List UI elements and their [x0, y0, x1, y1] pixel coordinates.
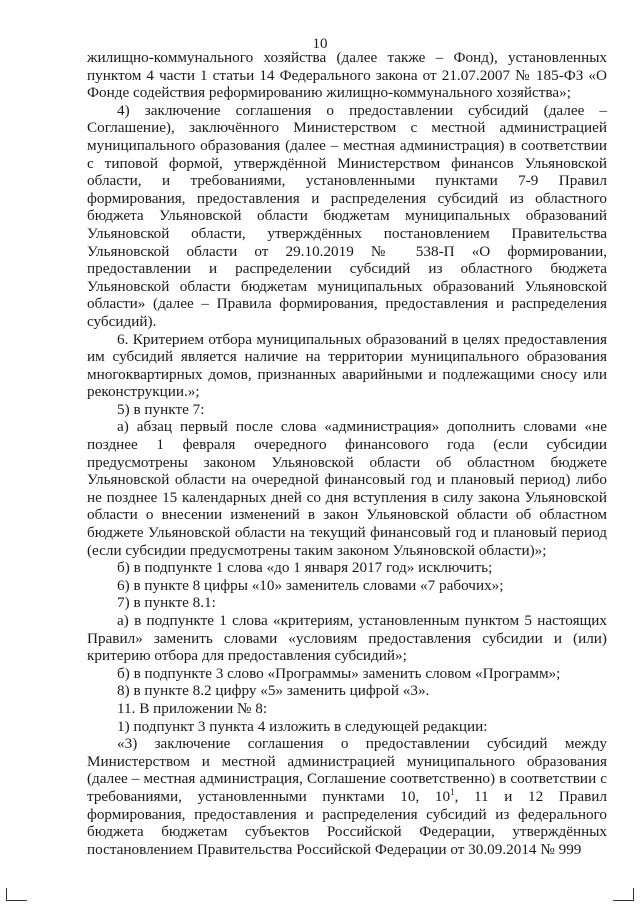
paragraph-fund-continuation: жилищно-коммунального хозяйства (далее также – Фонд), установленных пунктом 4 части 1 статьи 14 Федерального закона от 21.07.2007 № 185-ФЗ «О Фонде содействия реформированию жилищно-коммунального хозяйства»; [87, 49, 607, 102]
paragraph-item-6: 6) в пункте 8 цифры «10» заменитель словами «7 рабочих»; [117, 576, 504, 594]
paragraph-item-8: 8) в пункте 8.2 цифру «5» заменить цифрой «3». [117, 682, 430, 700]
paragraph-section-11: 11. В приложении № 8: [117, 699, 268, 717]
paragraph-item-5a: а) абзац первый после слова «администрация» дополнить словами «не позднее 1 февраля очередного финансового года (если субсидии предусмотрены законом Ульяновской области об областном бюджете Ульяновской области на очередной финансовый год и плановый период) либо не позднее 15 календарных дней со дня вступления в силу закона Ульяновской области о внесении изменений в закон Ульяновской области об областном бюджете Ульяновской области на текущий финансовый год и плановый период (если субсидии предусмотрены таким законом Ульяновской области)»; [87, 418, 607, 559]
superscript-one: 1 [450, 786, 455, 797]
paragraph-section-11-1: 1) подпункт 3 пункта 4 изложить в следующей редакции: [117, 717, 488, 735]
paragraph-subitem-3-new [87, 735, 607, 858]
page-number: 10 [312, 36, 328, 52]
scan-crop-mark-left [6, 888, 27, 901]
paragraph-item-5: 5) в пункте 7: [117, 400, 205, 418]
subitem-3-text-a: «3) заключение соглашения о предоставлении субсидий между Министерством и местной администрацией муниципального образования (далее – местная администрация, Соглашение соответственно) в соответствии с требованиями, установленными пунктами 10, 10 [87, 735, 607, 805]
paragraph-criterion-6: 6. Критерием отбора муниципальных образований в целях предоставления им субсидий является наличие на территории муниципального образования многоквартирных домов, признанных аварийными и подлежащими сносу или реконструкции.»; [87, 330, 607, 401]
paragraph-item-4-agreement: 4) заключение соглашения о предоставлении субсидий (далее – Соглашение), заключённого Министерством с местной администрацией муниципального образования (далее – местная администрация) в соответствии с типовой формой, утверждённой Министерством финансов Ульяновской области, и требованиями, установленными пунктами 7-9 Правил формирования, предоставления и распределения субсидий из областного бюджета Ульяновской области бюджетам муниципальных образований Ульяновской области, утверждённых постановлением Правительства Ульяновской области от 29.10.2019 № 538-П «О формировании, предоставлении и распределении субсидий из областного бюджета Ульяновской области бюджетам муниципальных образований Ульяновской области» (далее – Правила формирования, предоставления и распределения субсидий). [87, 101, 607, 330]
document-body [87, 49, 607, 858]
paragraph-item-5b: б) в подпункте 1 слова «до 1 января 2017 год» исключить; [117, 559, 493, 577]
paragraph-item-7a: а) в подпункте 1 слова «критериям, установленным пунктом 5 настоящих Правил» заменить словами «условиям предоставления субсидии и (или) критерию отбора для предоставления субсидий»; [87, 612, 607, 665]
paragraph-item-7: 7) в пункте 8.1: [117, 594, 216, 612]
scan-crop-mark-right [613, 888, 634, 901]
subitem-3-text-b: , 11 и 12 Правил формирования, предоставления и распределения субсидий из федерального бюджета бюджетам субъектов Российской Федерации, утверждённых постановлением Правительства Российской Федерации от 30.09.2014 № 999 [87, 787, 607, 858]
paragraph-item-7b: б) в подпункте 3 слово «Программы» заменить словом «Программ»; [117, 664, 561, 682]
